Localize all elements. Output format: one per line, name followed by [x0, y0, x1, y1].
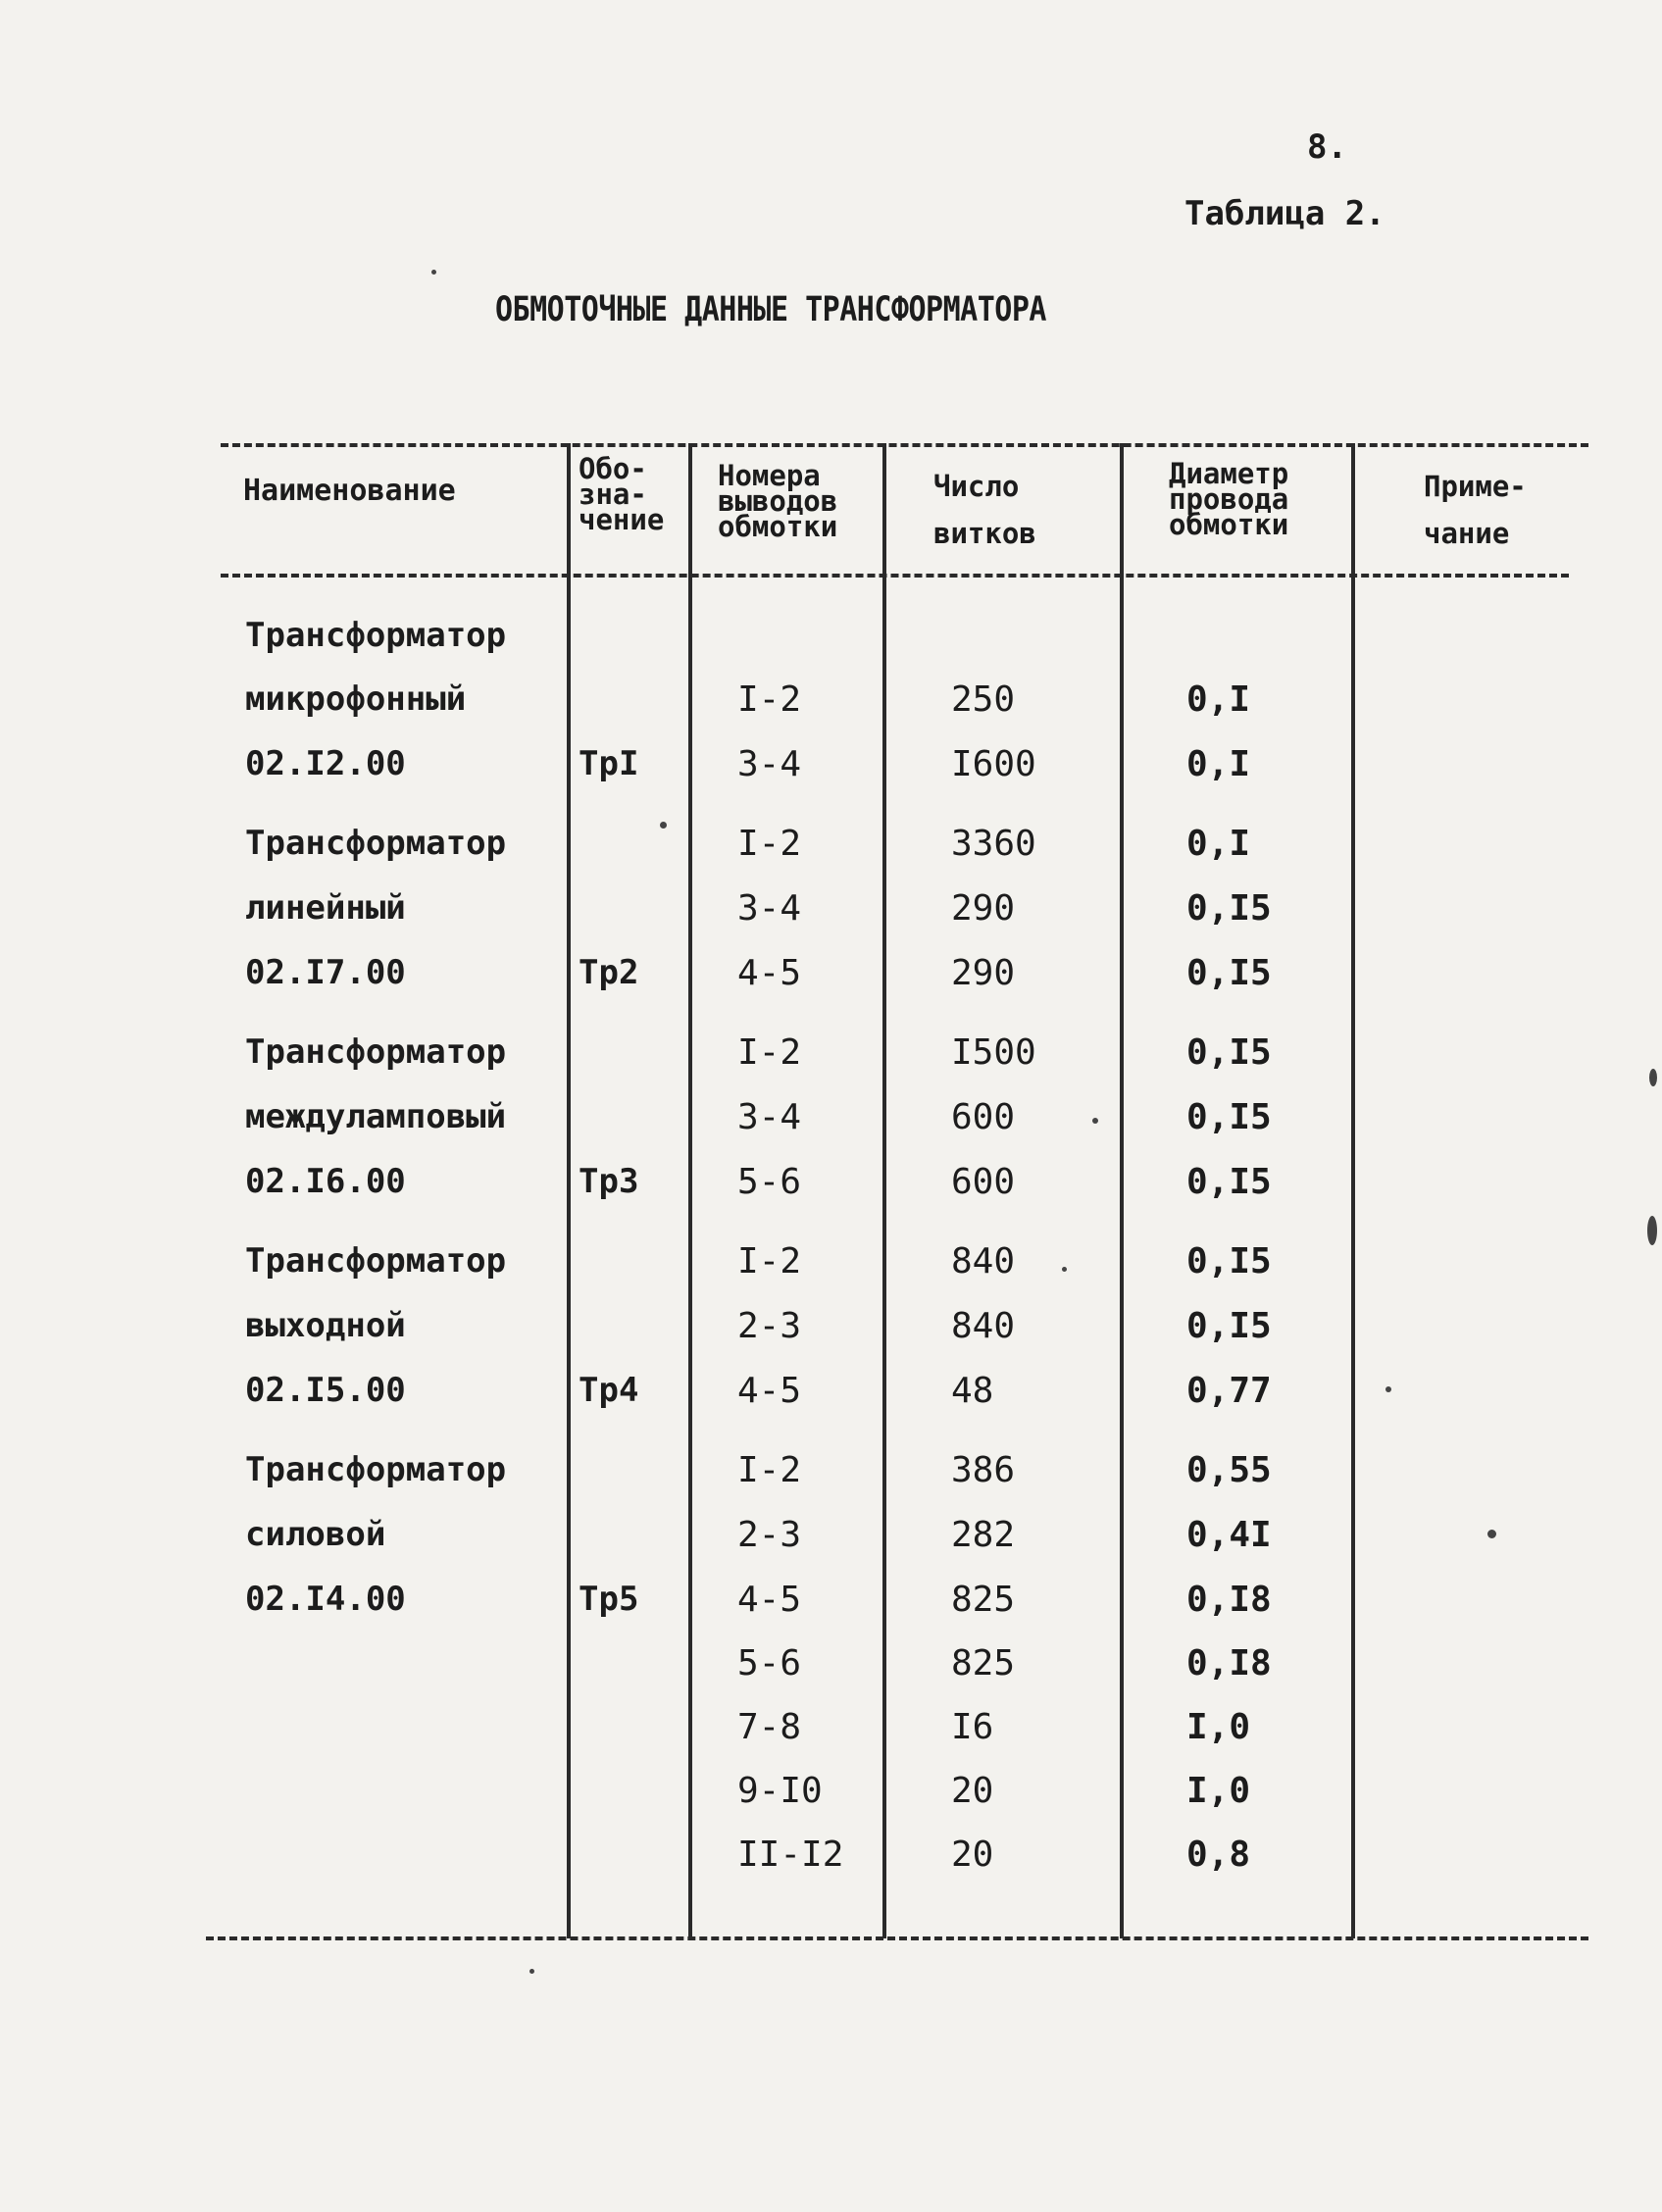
cell-terminals: 5-6: [737, 1643, 802, 1684]
cell-diameter: 0,I8: [1186, 1580, 1272, 1620]
cell-terminals: 4-5: [737, 1580, 802, 1620]
cell-name: 02.I2.00: [245, 744, 406, 783]
cell-terminals: I-2: [737, 824, 802, 864]
cell-name: Трансформатор: [245, 616, 507, 655]
cell-diameter: 0,I: [1186, 679, 1251, 720]
cell-turns: 48: [951, 1371, 994, 1411]
cell-name: междуламповый: [245, 1097, 507, 1136]
header-turns: Число витков: [933, 470, 1036, 550]
header-wire-diameter: Диаметр провода обмотки: [1169, 457, 1289, 541]
cell-terminals: 3-4: [737, 1097, 802, 1137]
scan-speck: [660, 822, 667, 829]
cell-turns: 840: [951, 1241, 1016, 1282]
cell-diameter: 0,I5: [1186, 1162, 1272, 1202]
table-row: [0, 1643, 1662, 1690]
table-row: [0, 953, 1662, 1000]
cell-turns: 825: [951, 1643, 1016, 1684]
cell-terminals: 2-3: [737, 1306, 802, 1346]
table-row: [0, 1835, 1662, 1882]
table-row: [0, 616, 1662, 663]
scan-speck: [1385, 1386, 1391, 1392]
cell-diameter: I,0: [1186, 1707, 1251, 1747]
table-row: [0, 744, 1662, 791]
cell-diameter: 0,55: [1186, 1450, 1272, 1490]
cell-terminals: 9-I0: [737, 1771, 823, 1811]
table-row: [0, 1771, 1662, 1818]
cell-diameter: 0,I5: [1186, 1241, 1272, 1282]
header-terminals: Номера выводов обмотки: [718, 459, 838, 543]
cell-diameter: 0,I5: [1186, 888, 1272, 929]
cell-name: линейный: [245, 888, 406, 928]
cell-name: Трансформатор: [245, 1241, 507, 1281]
cell-terminals: I-2: [737, 1450, 802, 1490]
scan-speck: [529, 1969, 534, 1974]
scan-speck: [431, 270, 436, 275]
cell-turns: 3360: [951, 824, 1036, 864]
table-row: [0, 1306, 1662, 1353]
cell-designation: Тр2: [579, 953, 639, 992]
cell-diameter: I,0: [1186, 1771, 1251, 1811]
scan-speck: [1647, 1216, 1657, 1245]
cell-diameter: 0,I5: [1186, 953, 1272, 993]
cell-terminals: 7-8: [737, 1707, 802, 1747]
header-designation: Обо- зна- чение: [579, 452, 665, 536]
table-row: [0, 1162, 1662, 1209]
table-row: [0, 1032, 1662, 1080]
cell-diameter: 0,4I: [1186, 1515, 1272, 1555]
cell-turns: 600: [951, 1097, 1016, 1137]
cell-terminals: 4-5: [737, 1371, 802, 1411]
cell-turns: 250: [951, 679, 1016, 720]
cell-turns: I500: [951, 1032, 1036, 1073]
cell-terminals: II-I2: [737, 1835, 844, 1875]
cell-name: выходной: [245, 1306, 406, 1345]
cell-name: 02.I4.00: [245, 1580, 406, 1619]
cell-diameter: 0,I: [1186, 824, 1251, 864]
cell-designation: Тр3: [579, 1162, 639, 1201]
table-row: [0, 1371, 1662, 1418]
cell-name: Трансформатор: [245, 1450, 507, 1489]
cell-diameter: 0,I8: [1186, 1643, 1272, 1684]
cell-name: Трансформатор: [245, 824, 507, 863]
cell-turns: 282: [951, 1515, 1016, 1555]
header-note: Приме- чание: [1424, 470, 1527, 550]
scan-speck: [1487, 1530, 1496, 1538]
cell-turns: 20: [951, 1835, 994, 1875]
table-row: [0, 1515, 1662, 1562]
cell-name: Трансформатор: [245, 1032, 507, 1072]
scan-speck: [1092, 1118, 1098, 1124]
table-row: [0, 1450, 1662, 1497]
cell-terminals: I-2: [737, 679, 802, 720]
cell-designation: Тр4: [579, 1371, 639, 1410]
cell-diameter: 0,I5: [1186, 1097, 1272, 1137]
cell-diameter: 0,I5: [1186, 1032, 1272, 1073]
cell-name: силовой: [245, 1515, 386, 1554]
cell-name: 02.I5.00: [245, 1371, 406, 1410]
cell-turns: 825: [951, 1580, 1016, 1620]
table-title: ОБМОТОЧНЫЕ ДАННЫЕ ТРАНСФОРМАТОРА: [495, 290, 1046, 330]
cell-name: 02.I7.00: [245, 953, 406, 992]
cell-turns: 290: [951, 888, 1016, 929]
cell-terminals: 5-6: [737, 1162, 802, 1202]
cell-diameter: 0,8: [1186, 1835, 1251, 1875]
table-row: [0, 1097, 1662, 1144]
cell-name: 02.I6.00: [245, 1162, 406, 1201]
cell-terminals: 2-3: [737, 1515, 802, 1555]
cell-turns: 600: [951, 1162, 1016, 1202]
table-bottom-rule: [206, 1936, 1588, 1940]
cell-turns: I600: [951, 744, 1036, 784]
scan-speck: [1649, 1069, 1657, 1086]
table-label: Таблица 2.: [1184, 194, 1385, 233]
cell-diameter: 0,I: [1186, 744, 1251, 784]
cell-turns: 386: [951, 1450, 1016, 1490]
table-row: [0, 1580, 1662, 1627]
cell-designation: Тр5: [579, 1580, 639, 1619]
cell-terminals: 4-5: [737, 953, 802, 993]
table-header-rule: [221, 574, 1569, 578]
cell-terminals: I-2: [737, 1032, 802, 1073]
cell-turns: 840: [951, 1306, 1016, 1346]
table-row: [0, 1707, 1662, 1754]
cell-terminals: 3-4: [737, 744, 802, 784]
header-name: Наименование: [243, 474, 456, 508]
table-row: [0, 679, 1662, 727]
cell-diameter: 0,77: [1186, 1371, 1272, 1411]
cell-diameter: 0,I5: [1186, 1306, 1272, 1346]
table-row: [0, 824, 1662, 871]
cell-designation: ТрI: [579, 744, 639, 783]
table-top-rule: [221, 443, 1588, 447]
page-number: 8.: [1307, 127, 1347, 167]
cell-terminals: 3-4: [737, 888, 802, 929]
cell-turns: 290: [951, 953, 1016, 993]
cell-terminals: I-2: [737, 1241, 802, 1282]
cell-turns: 20: [951, 1771, 994, 1811]
scan-speck: [1062, 1267, 1067, 1272]
table-row: [0, 888, 1662, 935]
cell-name: микрофонный: [245, 679, 467, 719]
cell-turns: I6: [951, 1707, 994, 1747]
table-row: [0, 1241, 1662, 1288]
